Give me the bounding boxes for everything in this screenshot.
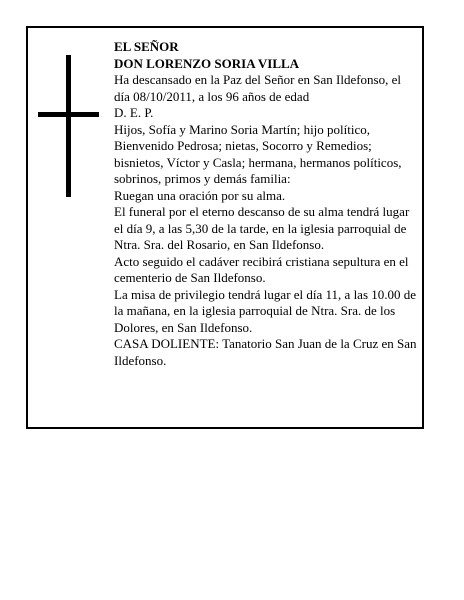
title-line: EL SEÑOR: [114, 39, 179, 54]
paragraph-family: Hijos, Sofía y Marino Soria Martín; hijo político, Bienvenido Pedrosa; nietas, Socorro y Remedios; bisnietos, Víctor y Casla; hermana, hermanos políticos, sobrinos, primos y demás familia:: [114, 121, 402, 186]
paragraph-burial: Acto seguido el cadáver recibirá cristiana sepultura en el cementerio de San Ildefonso.: [114, 253, 409, 285]
paragraph-prayer: Ruegan una oración por su alma.: [114, 187, 286, 203]
cross-icon: [38, 55, 99, 197]
cross-vertical-bar: [66, 55, 71, 197]
paragraph-mass: La misa de privilegio tendrá lugar el día 11, a las 10.00 de la mañana, en la iglesia parroquial de Ntra. Sra. de los Dolores, en San Ildefonso.: [114, 286, 417, 335]
cross-horizontal-bar: [38, 112, 99, 117]
paragraph-dep: D. E. P.: [114, 105, 154, 120]
obituary-notice: [26, 26, 424, 429]
paragraph-funeral: El funeral por el eterno descanso de su alma tendrá lugar el día 9, a las 5,30 de la tarde, en la iglesia parroquial de Ntra. Sra. del Rosario, en San Ildefonso.: [114, 204, 410, 252]
paragraph-funeral-home: CASA DOLIENTE: Tanatorio San Juan de la Cruz en San Ildefonso.: [114, 336, 417, 368]
paragraph-rest-announcement: Ha descansado en la Paz del Señor en San Ildefonso, el día 08/10/2011, a los 96 años de edad: [114, 72, 401, 104]
obituary-text: [114, 39, 420, 369]
deceased-name: DON LORENZO SORIA VILLA: [114, 55, 300, 71]
